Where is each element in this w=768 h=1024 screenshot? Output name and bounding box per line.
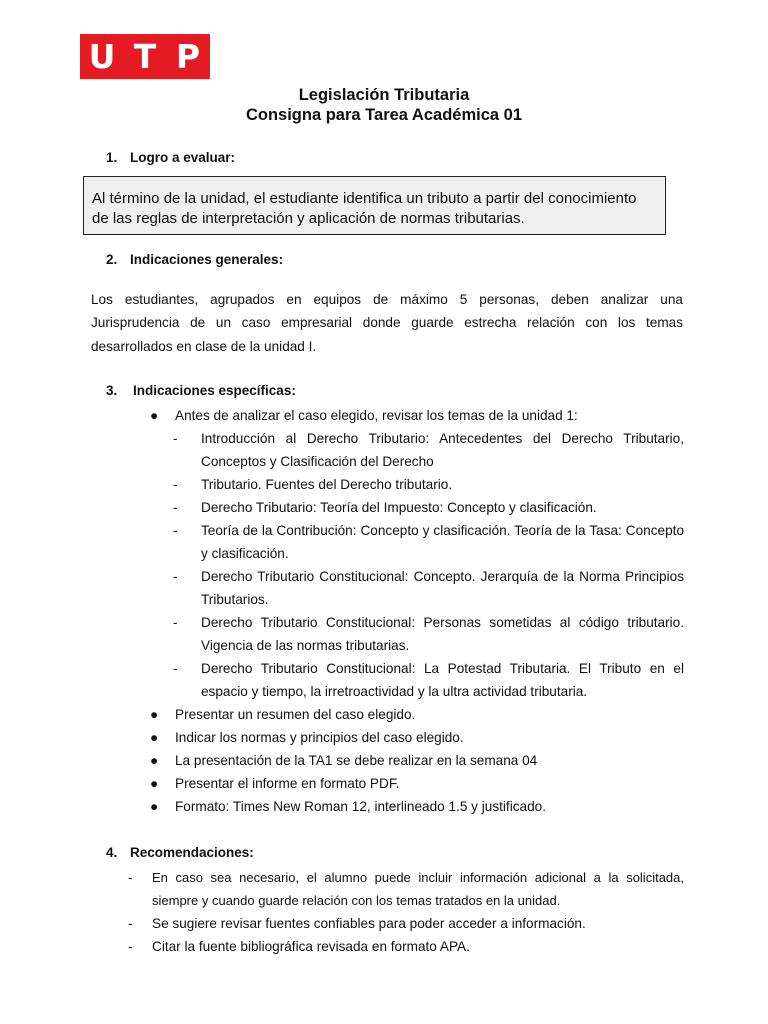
section-4-heading: 4. Recomendaciones: <box>106 845 254 860</box>
logo-letter-t: T <box>133 37 157 76</box>
section-1-heading: 1. Logro a evaluar: <box>106 150 236 165</box>
logo-letter-p: P <box>175 37 201 76</box>
section-3-heading: 3. Indicaciones específicas: <box>106 383 296 398</box>
utp-logo <box>80 34 210 79</box>
logro-box: Al término de la unidad, el estudiante identifica un tributo a partir del conocimiento de las reglas de interpretación y aplicación de normas tributarias. <box>83 176 666 235</box>
section-2-paragraph: Los estudiantes, agrupados en equipos de máximo 5 personas, deben analizar una Jurisprudencia de un caso empresarial donde guarde estrecha relación con los temas desarrollados en clase de la unidad I. <box>91 292 683 354</box>
document-subtitle: Consigna para Tarea Académica 01 <box>245 106 523 124</box>
document-title: Legislación Tributaria <box>298 86 470 104</box>
logo-letter-u: U <box>88 37 116 76</box>
section-2-heading: 2. Indicaciones generales: <box>106 252 284 267</box>
